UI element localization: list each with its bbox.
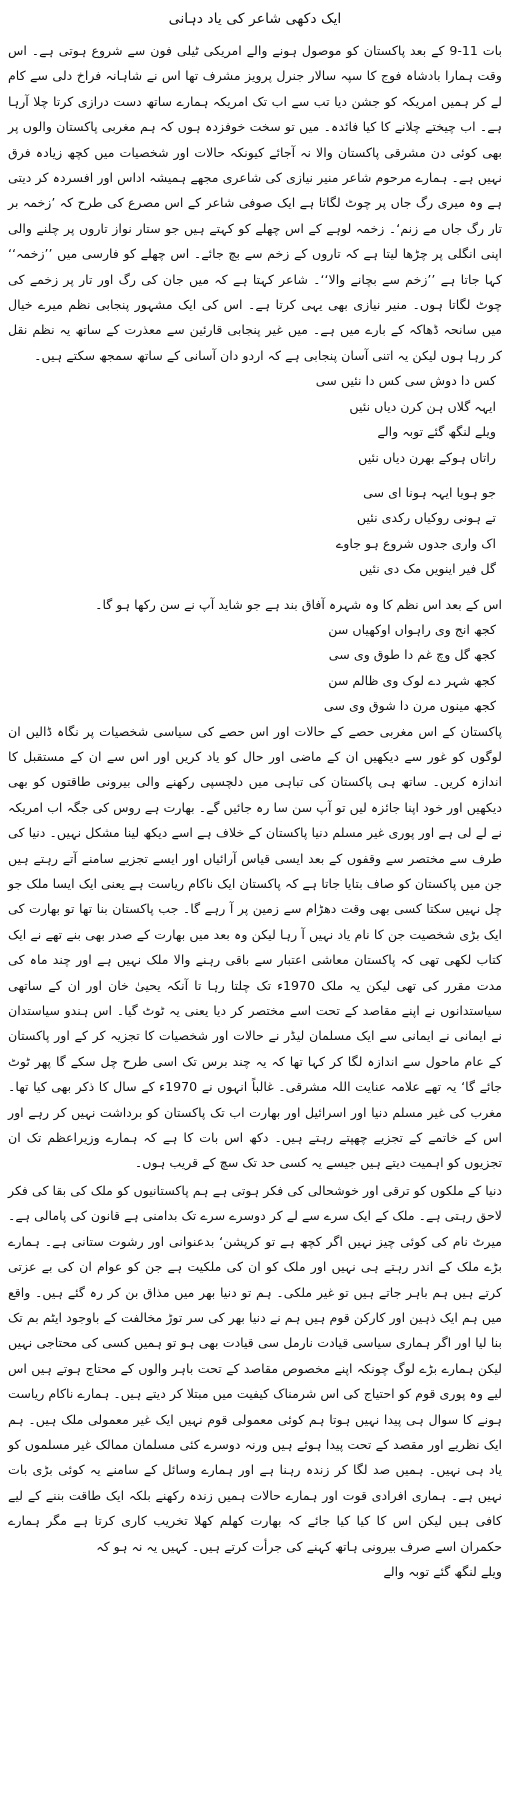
bridge-sentence: اس کے بعد اس نظم کا وہ شہرہ آفاق بند ہے جو شاید آپ نے سن رکھا ہو گا۔ bbox=[95, 596, 502, 612]
verse-line: اک واری جدوں شروع ہو جاوے bbox=[335, 535, 496, 551]
verse-line: ایہہ گلاں ہن کرن دیاں نئیں bbox=[349, 398, 496, 414]
verse-line: کجھ گل وچ غم دا طوق وی سی bbox=[328, 647, 496, 663]
verse-line: ویلے لنگھ گئے توبہ والے bbox=[377, 424, 496, 440]
verse-line: راتاں ہوکے بھرن دیاں نئیں bbox=[358, 449, 496, 465]
verse-line: گل فیر اینویں مک دی نئیں bbox=[359, 561, 496, 577]
body-paragraph-1: پاکستان کے اس مغربی حصے کے حالات اور اس حصے کی سیاسی شخصیات پر نگاہ ڈالیں ان لوگوں کو غور سے دیکھیں ان کے ماضی اور حال کو یاد کریں اور اس سے ان کے مستقبل کا اندازہ کریں۔ ساتھ ہی پاکستان کی تباہی میں دلچسپی رکھنے والی بیرونی طاقتوں کو بھی دیکھیں اور خود اپنا جائزہ لیں تو آپ سن سا رہ جائیں گے۔ بھارت ہے روس کی جگہ اب امریکہ نے لے لی ہے اور پوری غیر مسلم دنیا پاکستان کے خلاف ہے اسے دیکھ لینا مشکل نہیں۔ دنیا کی طرف سے مختصر سے وقفوں کے بعد ایسی قیاس آرائیاں اور ایسے تجزیے سامنے آتے رہتے ہیں جن میں پاکستان کو صاف بتایا جاتا ہے کہ پاکستان ایک ناکام ریاست ہے یعنی ایک ایسا ملک جو چل نہیں سکتا کسی بھی وقت دھڑام سے زمین پر آ رہے گا۔ جب پاکستان بنا تھا تو بھارت کی ایک بڑی شخصیت جن کا نام یاد نہیں آ رہا لیکن وہ بعد میں بھارت کے صدر بھی بنے تھے نے ایک کتاب لکھی تھی کہ پاکستان معاشی اعتبار سے باقی رہنے والا ملک نہیں ہے اور چند ماہ کی مدت مقرر کی تھی لیکن یہ ملک 1970ء تک چلتا رہا تا آنکہ یحییٰ خان اور ان کے ساتھی سیاستدانوں نے اپنے مقاصد کے تحت اسے مختصر کر دیا یعنی یہ ٹوٹ گیا۔ اس ہندو سیاستدان نے ایمانی نے ایمانی سے ایک مسلمان لیڈر نے حالات اور شخصیات کا تجزیہ کر کے اور پاکستان کے عام ماحول سے اندازہ لگا کر کہا تھا کہ یہ چند برس تک اسی طرح چل سکے گا پھر ٹوٹ جائے گا‘ یہ تھے علامہ عنایت اللہ مشرقی۔ غالباً انہوں نے 1970ء کے سال کا ذکر بھی کیا تھا۔ مغرب کی غیر مسلم دنیا اور اسرائیل اور بھارت اب تک پاکستان کو برداشت نہیں کر رہے اور اس کے خاتمے کے تجزیے چھپتے رہتے ہیں۔ دکھ اس بات کا ہے کہ ہمارے وزیراعظم تک ان تجزیوں کو اہمیت دیتے ہیں جیسے یہ کسی حد تک سچ کے قریب ہوں۔ bbox=[8, 723, 502, 1171]
body-paragraph-2: دنیا کے ملکوں کو ترقی اور خوشحالی کی فکر ہوتی ہے ہم پاکستانیوں کو ملک کی بقا کی فکر لاحق رہتی ہے۔ ملک کے ایک سرے سے لے کر دوسرے سرے تک بدامنی ہے قانون کی پامالی ہے۔ میرٹ نام کی کوئی چیز نہیں اگر کچھ ہے تو کرپشن‘ بدعنوانی اور رشوت ستانی ہے۔ ہمارے بڑے ملک کے اندر رہتے ہی نہیں اور ملک کو ان کی ملکیت ہے جن کو عوام ان کی بے عزتی کرتے ہیں ہم باہر جاتے ہیں تو غیر ملکی۔ ہم تو دنیا بھر میں مذاق بن کر رہ گئے ہیں۔ واقع میں ہم ایک ذہین اور کارکن قوم ہیں ہم نے دنیا بھر کی سر توڑ مخالفت کے باوجود ایٹم بم تک بنا لیا اور اگر ہماری سیاسی قیادت نارمل سی قیادت بھی ہو تو ہمیں کسی کی محتاجی نہیں لیکن ہمارے بڑے لوگ چونکہ اپنے مخصوص مقاصد کے تحت باہر والوں کے محتاج ہوتے ہیں اس لیے وہ پوری قوم کو احتیاج کی اس شرمناک کیفیت میں مبتلا کر دیتے ہیں۔ ہمارے ناکام ریاست ہونے کا سوال ہی پیدا نہیں ہوتا ہم کوئی معمولی قوم نہیں ایک غیر معمولی ملک ہیں۔ ہم ایک نظریے اور مقصد کے تحت پیدا ہوئے ہیں ورنہ دوسرے کئی مسلمان ممالک غیر مسلموں کو یاد ہی نہیں۔ ہمیں صد لگا کر زندہ رہنا ہے اور ہمارے وسائل کے سامنے یہ کوئی بڑی بات نہیں ہے۔ ہماری افرادی قوت اور ہمارے حالات ہمیں زندہ رکھنے بلکہ ایک طاقت بننے کے لیے کافی ہیں لیکن اس کا کیا کیا جائے کہ بھارت کھلم کھلا تخریب کاری کرتا ہے مگر ہمارے حکمران اسے صرف بیرونی ہاتھ کہنے کی جرأت کرتے ہیں۔ کہیں یہ نہ ہو کہ bbox=[8, 1182, 502, 1554]
poem-stanza-2 bbox=[8, 480, 502, 582]
verse-line: کجھ انج وی راہواں اوکھیاں سن bbox=[328, 621, 496, 637]
verse-line: تے ہونی روکیاں رکدی نئیں bbox=[356, 510, 496, 526]
verse-line: جو ہویا ایہہ ہونا ای سی bbox=[363, 484, 496, 500]
poem-famous-stanza bbox=[8, 617, 502, 719]
intro-paragraph: بات 11-9 کے بعد پاکستان کو موصول ہونے والے امریکی ٹیلی فون سے شروع ہوتی ہے۔ اس وقت ہمارا بادشاہ فوج کا سپہ سالار جنرل پرویز مشرف تھا اس نے شاہانہ فراخ دلی سے کام لے کر ہمیں امریکہ کو جشن دیا تب سے اب تک امریکہ ہمارے ساتھ دست درازی کرتا چلا آرہا ہے۔ اب چیختے چلانے کا کیا فائدہ۔ میں تو سخت خوفزدہ ہوں کہ ہم مغربی پاکستان والوں پر بھی کوئی دن مشرقی پاکستان والا نہ آجائے کیونکہ حالات اور شخصیات میں کچھ زیادہ فرق نہیں ہے۔ ہمارے مرحوم شاعر منیر نیازی کی شاعری مجھے ہمیشہ اداس اور افسردہ کر دیتی ہے وہ میری رگ جاں پر چوٹ لگاتا ہے ایک صوفی شاعر کے اس مصرع کی طرح کہ ’زخمہ بر تار رگ جاں مے زنم‘۔ زخمہ لوہے کے اس چھلے کو کہتے ہیں جو ستار نواز تاروں پر چلنے والی اپنی انگلی پر چڑھا لیتا ہے کہ تاروں کے زخم سے بچ جائے۔ اس چھلے کو فارسی میں ’’زخمہ‘‘ کہا جاتا ہے ’’زخم سے بچانے والا‘‘۔ شاعر کہتا ہے کہ میں جان کی رگ اور تار پر زخمے کی چوٹ لگاتا ہوں۔ منیر نیازی بھی یہی کرتا ہے۔ اس کی ایک مشہور پنجابی نظم میرے خیال میں سانحہ ڈھاکہ کے بارے میں ہے۔ میں غیر پنجابی قارئین سے معذرت کے ساتھ یہ نظم نقل کر رہا ہوں لیکن یہ اتنی آسان پنجابی ہے کہ اردو دان آسانی کے ساتھ سمجھ سکتے ہیں۔ bbox=[8, 43, 502, 363]
verse-line: کس دا دوش سی کس دا نئیں سی bbox=[315, 373, 496, 389]
closing-verse-line: ویلے لنگھ گئے توبہ والے bbox=[383, 1563, 502, 1579]
poem-stanza-1 bbox=[8, 368, 502, 470]
verse-line: کجھ مینوں مرن دا شوق وی سی bbox=[323, 698, 496, 714]
verse-line: کجھ شہر دے لوک وی ظالم سن bbox=[328, 672, 496, 688]
article-title: ایک دکھی شاعر کی یاد دہانی bbox=[168, 11, 342, 27]
